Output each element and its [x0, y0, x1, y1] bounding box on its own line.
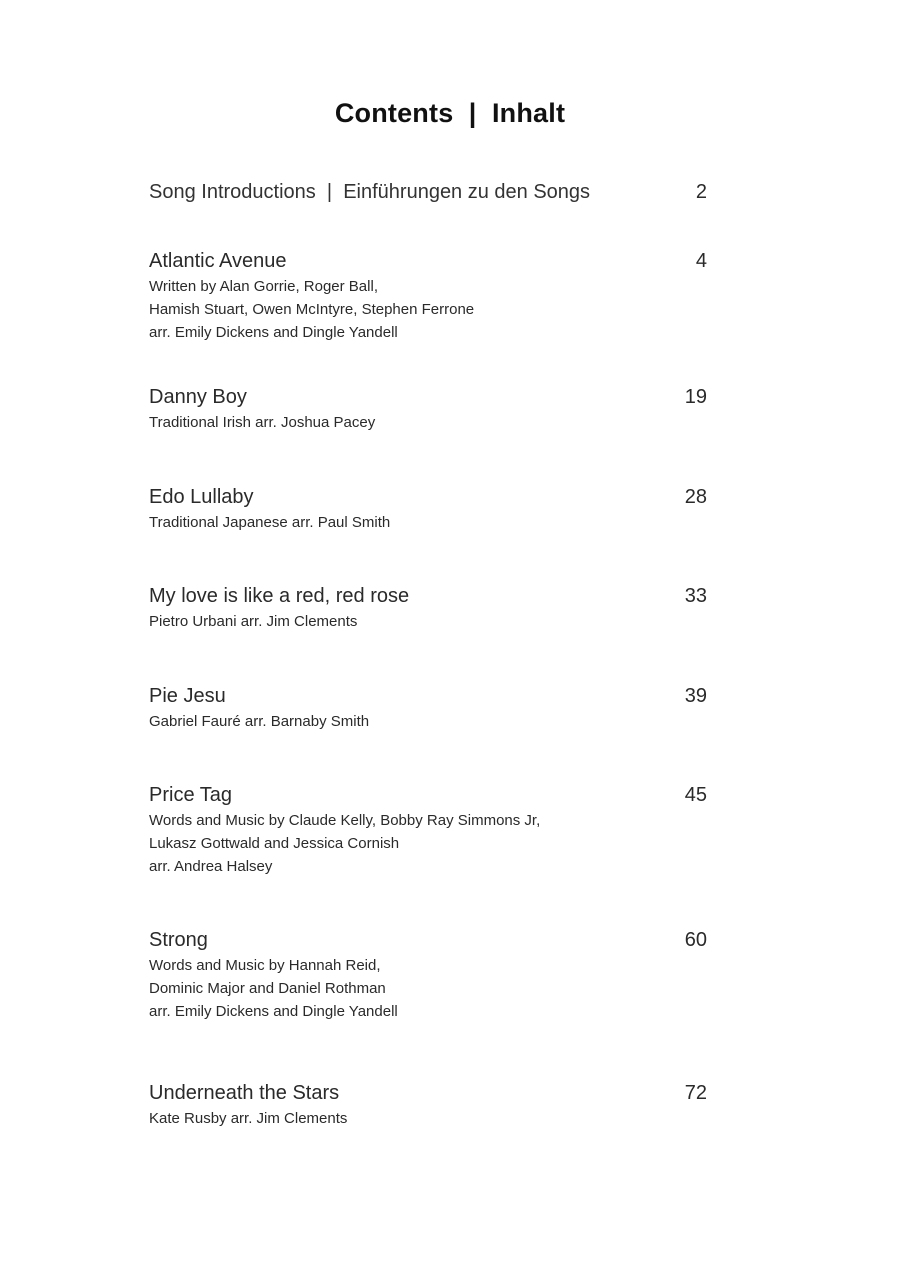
song-credits	[149, 809, 707, 878]
credit-line: arr. Emily Dickens and Dingle Yandell	[149, 324, 398, 341]
page-number: 72	[684, 1082, 707, 1104]
song-title: Strong	[149, 929, 208, 951]
credit-line: Hamish Stuart, Owen McIntyre, Stephen Ferrone	[149, 301, 475, 318]
song-title: My love is like a red, red rose	[149, 585, 410, 607]
page-number: 33	[684, 585, 707, 607]
toc-intro-label: Song Introductions | Einführungen zu den Songs	[149, 181, 591, 203]
toc-entry-price-tag[interactable]	[149, 783, 707, 878]
page-number: 28	[684, 486, 707, 508]
song-credits	[149, 954, 707, 1023]
song-title: Underneath the Stars	[149, 1082, 340, 1104]
credit-line: Dominic Major and Daniel Rothman	[149, 980, 386, 997]
page-title: Contents | Inhalt	[334, 98, 566, 128]
toc-intro-row[interactable]	[149, 181, 707, 204]
toc-entry-edo-lullaby[interactable]	[149, 485, 707, 534]
song-credits	[149, 275, 707, 344]
toc-entry-danny-boy[interactable]	[149, 385, 707, 434]
credit-line: Traditional Irish arr. Joshua Pacey	[149, 414, 376, 431]
song-title: Pie Jesu	[149, 685, 226, 707]
song-title: Danny Boy	[149, 386, 247, 408]
song-title: Price Tag	[149, 784, 233, 806]
song-title: Edo Lullaby	[149, 486, 254, 508]
page-number: 4	[695, 250, 707, 272]
song-credits	[149, 511, 707, 534]
page-number: 19	[684, 386, 707, 408]
song-credits	[149, 1107, 707, 1130]
credit-line: Kate Rusby arr. Jim Clements	[149, 1110, 348, 1127]
song-title: Atlantic Avenue	[149, 250, 287, 272]
page-number: 45	[684, 784, 707, 806]
toc-entry-underneath-the-stars[interactable]	[149, 1081, 707, 1130]
page-number: 60	[684, 929, 707, 951]
credit-line: Gabriel Fauré arr. Barnaby Smith	[149, 713, 370, 730]
credit-line: Words and Music by Hannah Reid,	[149, 957, 381, 974]
song-credits	[149, 710, 707, 733]
toc-entry-pie-jesu[interactable]	[149, 684, 707, 733]
toc-entry-red-red-rose[interactable]	[149, 584, 707, 633]
toc-entry-strong[interactable]	[149, 928, 707, 1023]
song-credits	[149, 610, 707, 633]
credit-line: Written by Alan Gorrie, Roger Ball,	[149, 278, 378, 295]
toc-entry-atlantic-avenue[interactable]	[149, 249, 707, 344]
toc-intro-page: 2	[695, 181, 707, 203]
credit-line: arr. Emily Dickens and Dingle Yandell	[149, 1003, 398, 1020]
song-credits	[149, 411, 707, 434]
credit-line: Words and Music by Claude Kelly, Bobby Ray Simmons Jr,	[149, 812, 541, 829]
credit-line: Traditional Japanese arr. Paul Smith	[149, 514, 391, 531]
credit-line: arr. Andrea Halsey	[149, 858, 273, 875]
credit-line: Lukasz Gottwald and Jessica Cornish	[149, 835, 400, 852]
page-number: 39	[684, 685, 707, 707]
credit-line: Pietro Urbani arr. Jim Clements	[149, 613, 358, 630]
